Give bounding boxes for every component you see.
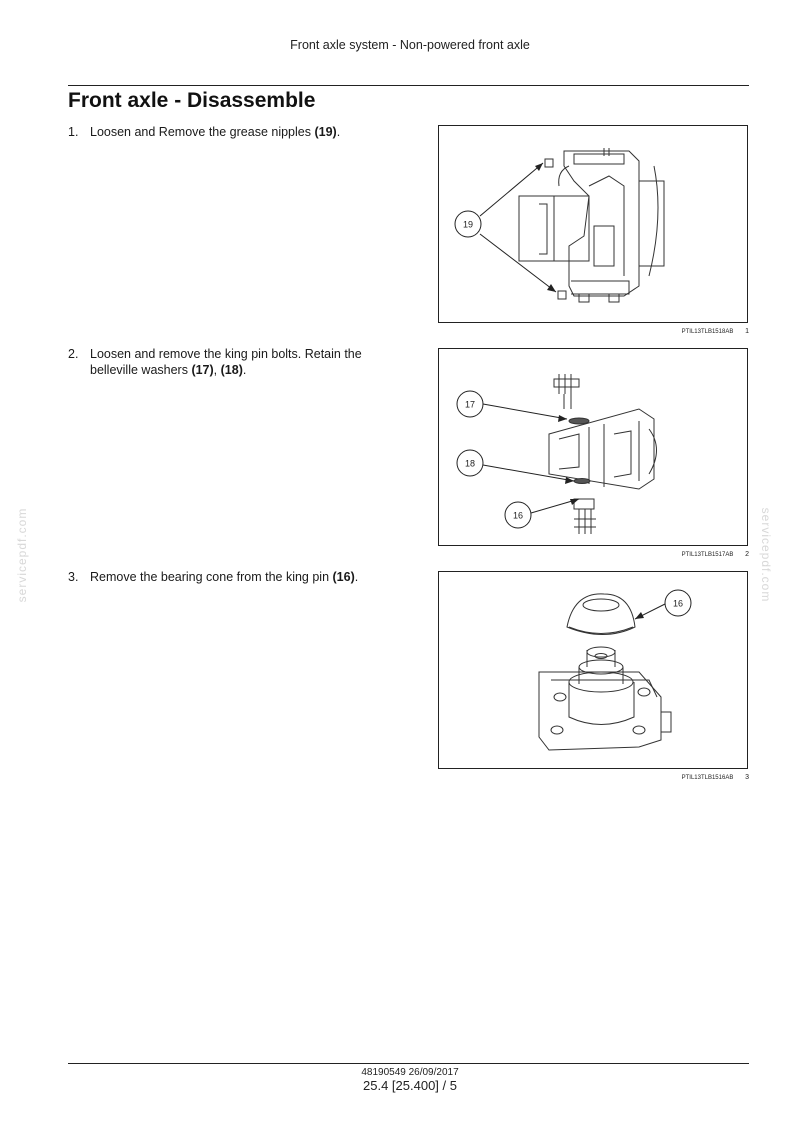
footer-document-reference: 48190549 26/09/2017 — [361, 1067, 459, 1078]
figure-code: PTIL13TLB1517AB — [681, 552, 734, 558]
step-text-part: Loosen and remove the king pin bolts. Retain the belleville washers — [90, 347, 362, 377]
figure-2-king-pin-bolts — [438, 348, 748, 546]
king-pin-assembly-illustration — [439, 349, 749, 547]
arrowhead — [547, 284, 556, 292]
step-text — [90, 124, 412, 140]
figure-3-caption — [440, 774, 749, 781]
figure-2-caption — [440, 551, 749, 558]
step-text — [90, 569, 412, 585]
figure-code: PTIL13TLB1516AB — [681, 775, 734, 781]
figure-number: 2 — [745, 551, 749, 558]
axle-housing-illustration — [439, 126, 749, 324]
figure-3-bearing-cone — [438, 571, 748, 769]
callout-label: 16 — [512, 510, 524, 521]
watermark-right: servicepdf.com — [759, 507, 773, 603]
figure-number: 1 — [745, 328, 749, 335]
footer-rule — [68, 1063, 749, 1064]
arrowhead — [535, 163, 543, 171]
step-text-part: Remove the bearing cone from the king pin — [90, 570, 333, 584]
callout-label: 16 — [672, 598, 684, 609]
callout-label: 17 — [464, 399, 476, 410]
callout-ref: (18) — [220, 363, 243, 377]
callout-ref: (19) — [314, 125, 337, 139]
step-text-part: Loosen and Remove the grease nipples — [90, 125, 315, 139]
arrowhead — [558, 415, 567, 422]
arrowhead — [635, 612, 644, 619]
callout-ref: (17) — [191, 363, 214, 377]
footer-page-reference: 25.4 [25.400] / 5 — [363, 1078, 457, 1093]
callout-label: 19 — [462, 219, 474, 230]
figure-number: 3 — [745, 774, 749, 781]
bearing-cone-illustration — [439, 572, 749, 770]
figure-1-caption — [440, 328, 749, 335]
step-text-part: . — [336, 125, 341, 139]
step-number: 3. — [68, 570, 79, 584]
step-number: 1. — [68, 125, 79, 139]
callout-label: 18 — [464, 458, 476, 469]
step-text-part: . — [354, 570, 359, 584]
page-title: Front axle - Disassemble — [68, 89, 316, 112]
step-text-part: . — [242, 363, 247, 377]
step-text — [90, 346, 412, 378]
running-header: Front axle system - Non-powered front axle — [290, 38, 530, 52]
watermark-left: servicepdf.com — [15, 507, 29, 603]
figure-code: PTIL13TLB1518AB — [681, 329, 734, 335]
step-text-part: , — [213, 363, 221, 377]
figure-1-grease-nipples — [438, 125, 748, 323]
header-rule — [68, 85, 749, 86]
callout-ref: (16) — [332, 570, 355, 584]
step-number: 2. — [68, 347, 79, 361]
